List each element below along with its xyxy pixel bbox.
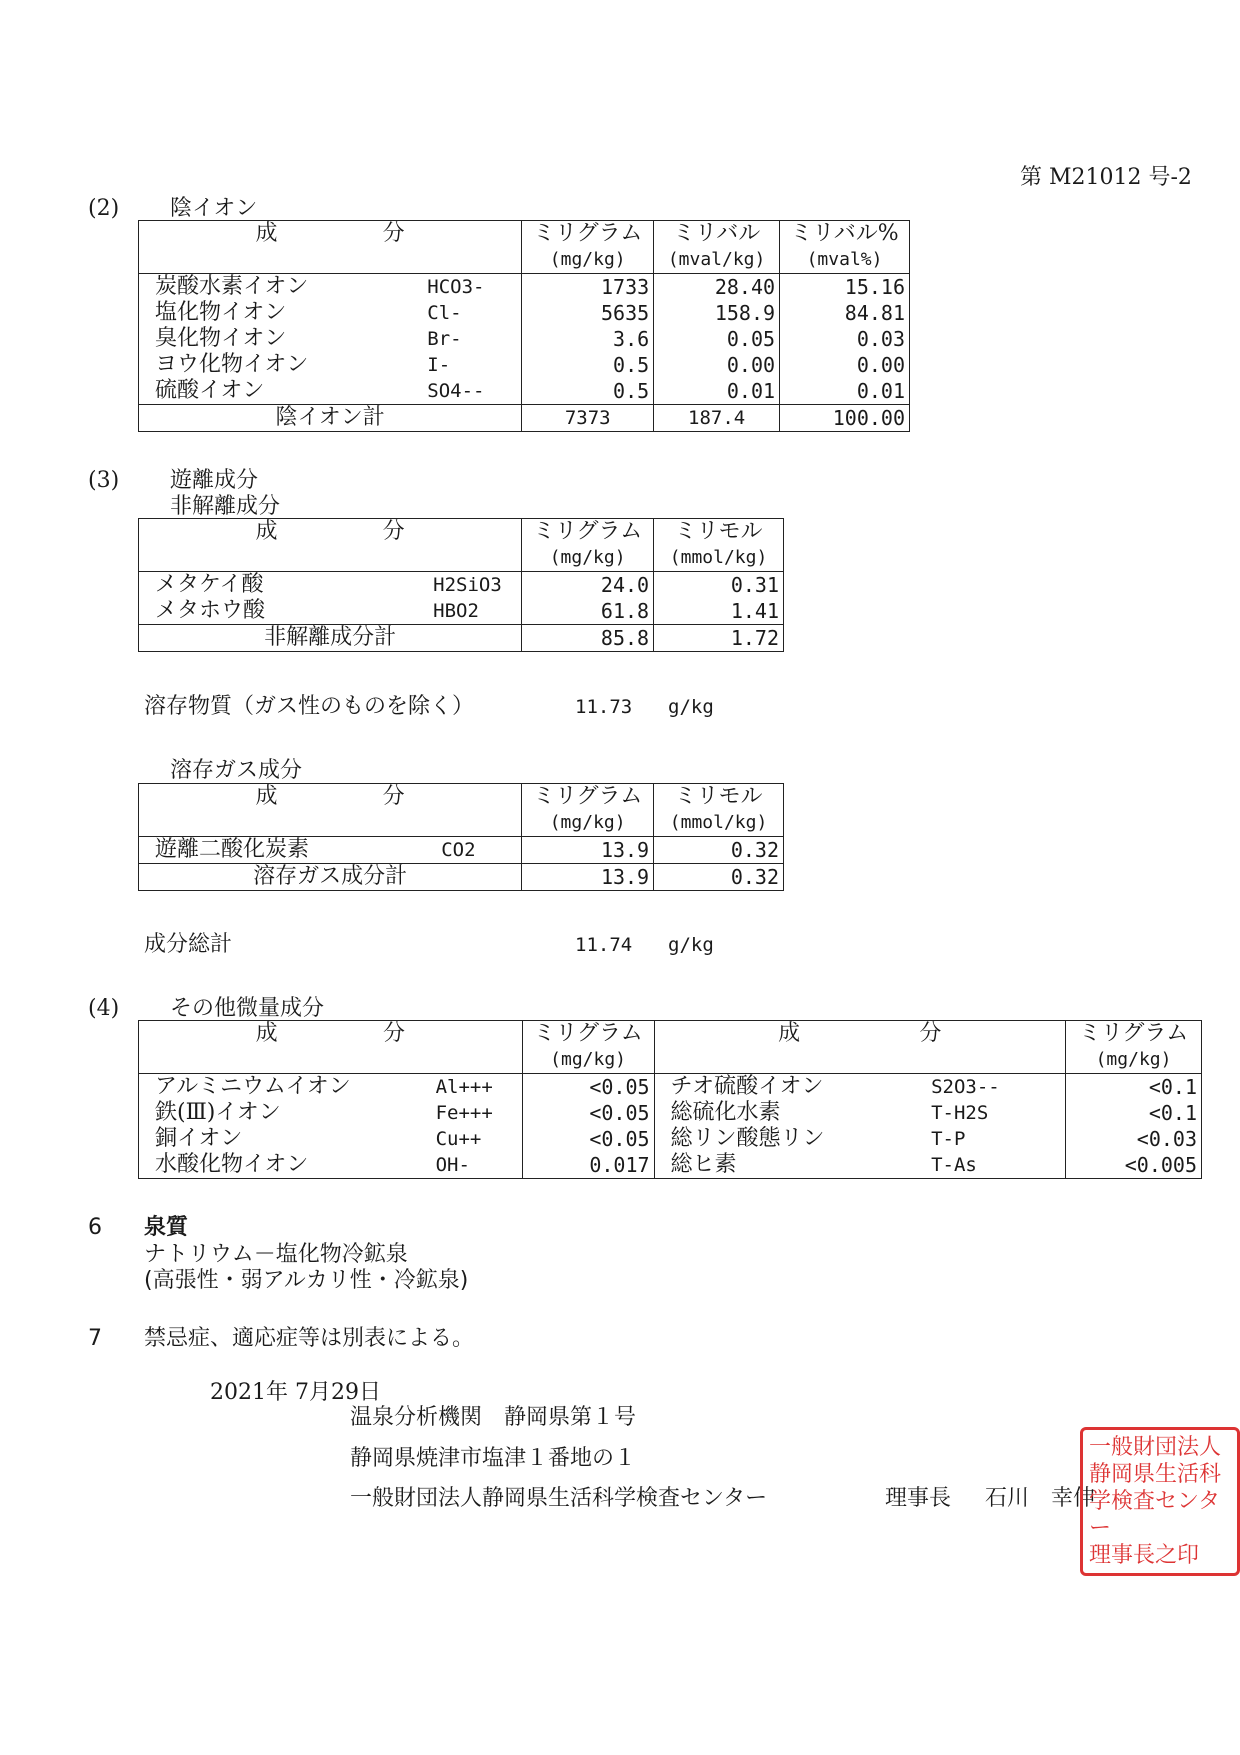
trace-table — [138, 1020, 1202, 1179]
issue-date: 2021年 7月29日 — [210, 1380, 381, 1405]
total-components-value: 11.74 — [575, 934, 633, 956]
section-number: (4) — [88, 996, 120, 1021]
section-number: (3) — [88, 468, 120, 493]
subsection-title-undissociated: 非解離成分 — [170, 494, 281, 519]
header-mg-unit: (mg/kg) — [522, 545, 654, 572]
header-mg: ミリグラム — [522, 784, 654, 811]
header-mmol-unit: (mmol/kg) — [654, 810, 784, 837]
header-mval: ミリバル — [654, 221, 780, 248]
section-title-trace: その他微量成分 — [170, 996, 325, 1021]
table-row: ヨウ化物イオン I- 0.5 0.00 0.00 — [139, 352, 910, 378]
signer-name: 石川 幸伸 — [985, 1486, 1096, 1511]
signer-role: 理事長 — [885, 1486, 952, 1511]
table-row: 遊離二酸化炭素 CO2 13.9 0.32 — [139, 837, 784, 864]
table-row: 鉄(Ⅲ)イオン Fe+++ <0.05 総硫化水素 T-H2S <0.1 — [139, 1100, 1202, 1126]
header-component: 成 分 — [139, 221, 522, 248]
table-row: 塩化物イオン Cl- 5635 158.9 84.81 — [139, 300, 910, 326]
document-number: 第 M21012 号-2 — [1020, 165, 1192, 190]
official-seal-stamp: 一般財団法人 静岡県生活科 学検査センター 理事長之印 — [1080, 1427, 1240, 1576]
subsection-title-gas: 溶存ガス成分 — [170, 758, 303, 783]
header-mg: ミリグラム — [522, 1021, 654, 1048]
dissolved-label: 溶存物質（ガス性のものを除く） — [144, 694, 475, 719]
spring-quality-line2: (高張性・弱アルカリ性・冷鉱泉) — [144, 1268, 469, 1293]
section-title-anions: 陰イオン — [170, 196, 258, 221]
header-mmol: ミリモル — [654, 519, 784, 546]
item-number: 7 — [88, 1326, 102, 1351]
header-component: 成 分 — [139, 519, 522, 546]
header-mmol: ミリモル — [654, 784, 784, 811]
table-row: 臭化物イオン Br- 3.6 0.05 0.03 — [139, 326, 910, 352]
table-row: メタホウ酸 HBO2 61.8 1.41 — [139, 598, 784, 625]
header-mg-unit: (mg/kg) — [1066, 1047, 1202, 1074]
total-row: 溶存ガス成分計 13.9 0.32 — [139, 864, 784, 891]
table-row: 炭酸水素イオン HCO3- 1733 28.40 15.16 — [139, 274, 910, 301]
table-row: 銅イオン Cu++ <0.05 総リン酸態リン T-P <0.03 — [139, 1126, 1202, 1152]
header-mg-unit: (mg/kg) — [522, 1047, 654, 1074]
analysis-agency: 温泉分析機関 静岡県第１号 — [350, 1405, 637, 1430]
organization-name: 一般財団法人静岡県生活科学検査センター — [350, 1486, 768, 1511]
undissociated-table — [138, 518, 784, 652]
contraindications-note: 禁忌症、適応症等は別表による。 — [144, 1326, 475, 1351]
total-components-label: 成分総計 — [144, 932, 233, 957]
total-components-unit: g/kg — [668, 934, 714, 956]
header-component: 成 分 — [654, 1021, 1066, 1048]
header-component: 成 分 — [139, 784, 522, 811]
header-mmol-unit: (mmol/kg) — [654, 545, 784, 572]
header-mg-unit: (mg/kg) — [522, 810, 654, 837]
table-row: アルミニウムイオン Al+++ <0.05 チオ硫酸イオン S2O3-- <0.1 — [139, 1074, 1202, 1101]
agency-address: 静岡県焼津市塩津１番地の１ — [350, 1446, 637, 1471]
item-number: 6 — [88, 1215, 102, 1240]
dissolved-value: 11.73 — [575, 696, 633, 718]
dissolved-unit: g/kg — [668, 696, 714, 718]
header-mg-unit: (mg/kg) — [522, 247, 654, 274]
header-mg: ミリグラム — [522, 519, 654, 546]
table-row: メタケイ酸 H2SiO3 24.0 0.31 — [139, 572, 784, 599]
total-row: 非解離成分計 85.8 1.72 — [139, 625, 784, 652]
header-component: 成 分 — [139, 1021, 523, 1048]
header-mg: ミリグラム — [1066, 1021, 1202, 1048]
header-mg: ミリグラム — [522, 221, 654, 248]
section-title-free: 遊離成分 — [170, 468, 259, 493]
anions-table — [138, 220, 910, 432]
table-row: 水酸化物イオン OH- 0.017 総ヒ素 T-As <0.005 — [139, 1152, 1202, 1179]
gas-table — [138, 783, 784, 891]
header-mval-pct-unit: (mval%) — [780, 247, 910, 274]
table-row: 硫酸イオン SO4-- 0.5 0.01 0.01 — [139, 378, 910, 405]
header-mval-pct: ミリバル% — [780, 221, 910, 248]
total-row: 陰イオン計 7373 187.4 100.00 — [139, 405, 910, 432]
spring-quality-line1: ナトリウム－塩化物冷鉱泉 — [144, 1242, 408, 1267]
header-mval-unit: (mval/kg) — [654, 247, 780, 274]
section-number: (2) — [88, 196, 120, 221]
spring-quality-title: 泉質 — [144, 1215, 189, 1240]
